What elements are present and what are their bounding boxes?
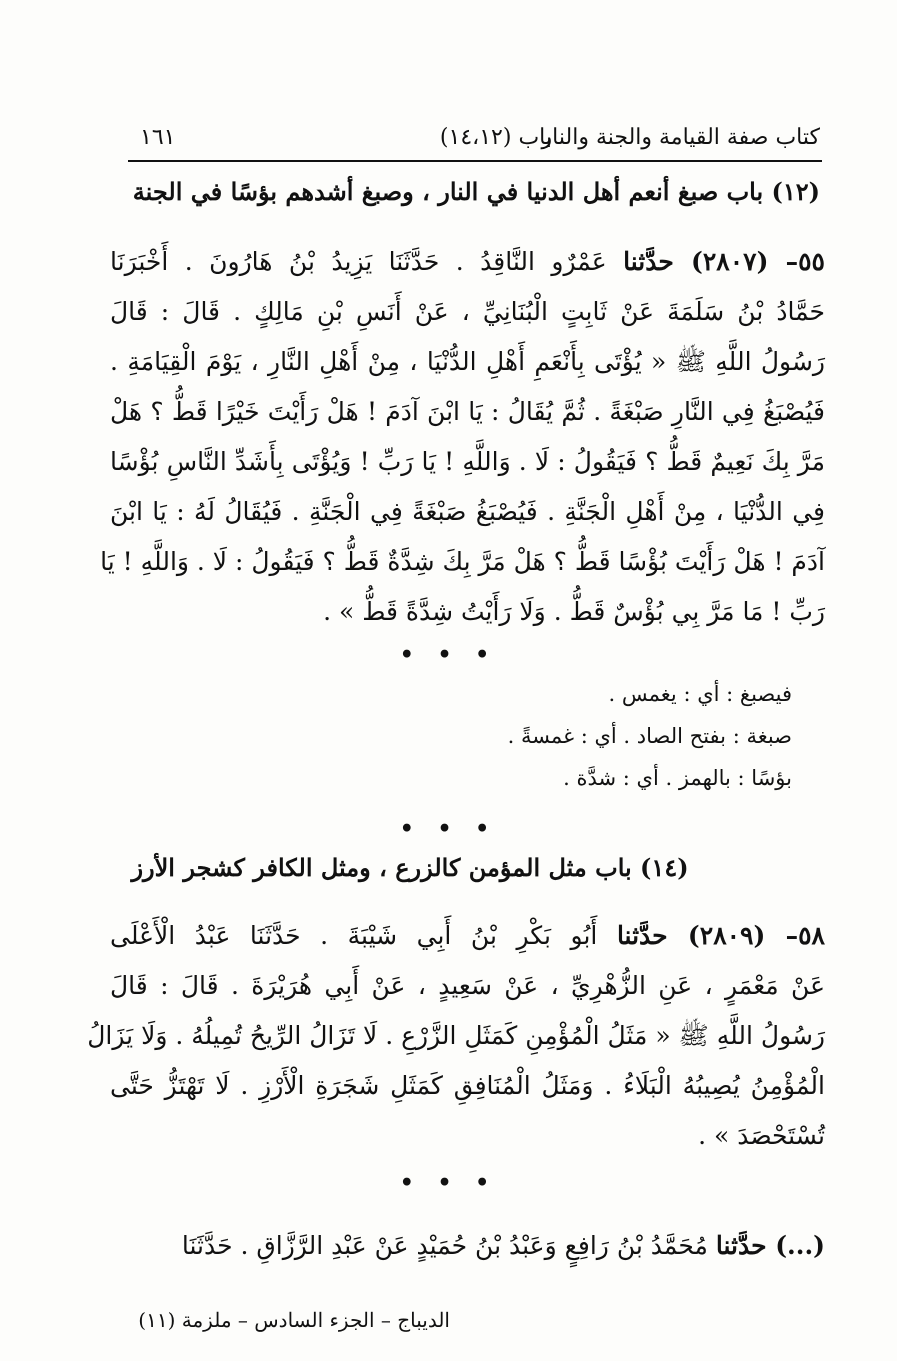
header-rule <box>128 160 822 162</box>
hadith-55-line-4: فَيُصْبَغُ فِي النَّارِ صَبْغَةً . ثُمَّ يُقَالُ : يَا ابْنَ آدَمَ ! هَلْ رَأَيْتَ خَيْرًا قَطُّ ؟ هَلْ <box>110 397 825 426</box>
hadith-58-line-3: رَسُولُ اللَّهِ ﷺ « مَثَلُ الْمُؤْمِنِ كَمَثَلِ الزَّرْعِ . لَا تَزَالُ الرِّيحُ تُمِيلُهُ . وَلَا يَزَالُ <box>87 1021 825 1050</box>
final-hadith-line <box>110 1222 825 1270</box>
final-hadith-text: مُحَمَّدُ بْنُ رَافِعٍ وَعَبْدُ بْنُ حُمَيْدٍ عَنْ عَبْدِ الرَّزَّاقِ . حَدَّثَنَا <box>181 1231 708 1260</box>
hadith-58-line-2: عَنْ مَعْمَرٍ ، عَنِ الزُّهْرِيِّ ، عَنْ سَعِيدٍ ، عَنْ أَبِي هُرَيْرَةَ . قَالَ : قَالَ <box>110 971 825 1000</box>
hadith-58-line-4: الْمُؤْمِنُ يُصِيبُهُ الْبَلَاءُ . وَمَثَلُ الْمُنَافِقِ كَمَثَلِ شَجَرَةِ الْأَرْزِ . لَا تَهْتَزُّ حَتَّى <box>110 1071 825 1100</box>
hadith-58-label: ٥٨– (٢٨٠٩) حدَّثنا <box>616 921 825 950</box>
hadith-55-line-8: رَبِّ ! مَا مَرَّ بِي بُؤْسٌ قَطُّ . وَلَا رَأَيْتُ شِدَّةً قَطُّ » . <box>323 597 825 626</box>
gloss-1: فيصبغ : أي : يغمس . <box>608 682 792 706</box>
gloss-3: بؤسًا : بالهمز . أي : شدَّة . <box>563 766 792 790</box>
final-hadith-label: (...) حدَّثنا <box>715 1231 825 1260</box>
page-number: ١٦١ <box>140 125 176 150</box>
signature-footer: الديباج – الجزء السادس – ملزمة (١١) <box>138 1308 450 1332</box>
separator-2: • • • <box>399 816 498 842</box>
hadith-55-line-5: مَرَّ بِكَ نَعِيمٌ قَطُّ ؟ فَيَقُولُ : لَا . وَاللَّهِ ! يَا رَبِّ ! وَيُؤْتَى بِأَشَدِّ النَّاسِ بُؤْسًا <box>110 447 825 476</box>
hadith-58-line-1 <box>110 912 825 960</box>
hadith-55-line-2: حَمَّادُ بْنُ سَلَمَةَ عَنْ ثَابِتٍ الْبُنَانِيِّ ، عَنْ أَنَسِ بْنِ مَالِكٍ . قَالَ : قَالَ <box>110 297 825 326</box>
hadith-55-line-7: آدَمَ ! هَلْ رَأَيْتَ بُؤْسًا قَطُّ ؟ هَلْ مَرَّ بِكَ شِدَّةٌ قَطُّ ؟ فَيَقُولُ : لَا . وَاللَّهِ ! يَا <box>100 547 825 576</box>
hadith-55-text-1: عَمْرٌو النَّاقِدُ . حَدَّثَنَا يَزِيدُ بْنُ هَارُونَ . أَخْبَرَنَا <box>110 247 607 276</box>
hadith-55-label: ٥٥– (٢٨٠٧) حدَّثنا <box>623 247 825 276</box>
separator-3: • • • <box>399 1170 498 1196</box>
hadith-55-line-6: فِي الدُّنْيَا ، مِنْ أَهْلِ الْجَنَّةِ . فَيُصْبَغُ صَبْغَةً فِي الْجَنَّةِ . فَيُقَالُ لَهُ : يَا ابْنَ <box>110 497 825 526</box>
running-header <box>130 118 820 158</box>
gloss-2: صبغة : بفتح الصاد . أي : غمسةً . <box>507 724 792 748</box>
section-12-heading: (١٢) باب صبغ أنعم أهل الدنيا في النار ، وصبغ أشدهم بؤسًا في الجنة <box>132 177 820 206</box>
chapter-range: باب (١٤،١٢) <box>439 125 552 150</box>
book-title: كتاب صفة القيامة والجنة والنار <box>541 125 820 150</box>
hadith-55-line-3: رَسُولُ اللَّهِ ﷺ « يُؤْتَى بِأَنْعَمِ أَهْلِ الدُّنْيَا ، مِنْ أَهْلِ النَّارِ ، يَوْمَ الْقِيَامَةِ . <box>110 347 825 376</box>
hadith-55-line-1 <box>110 238 825 286</box>
hadith-58-line-5: تُسْتَحْصَدَ » . <box>698 1121 825 1150</box>
section-14-heading: (١٤) باب مثل المؤمن كالزرع ، ومثل الكافر كشجر الأرز <box>131 853 689 882</box>
hadith-58-text-1: أَبُو بَكْرِ بْنُ أَبِي شَيْبَةَ . حَدَّثَنَا عَبْدُ الْأَعْلَى <box>110 921 598 950</box>
separator-1: • • • <box>399 642 498 668</box>
